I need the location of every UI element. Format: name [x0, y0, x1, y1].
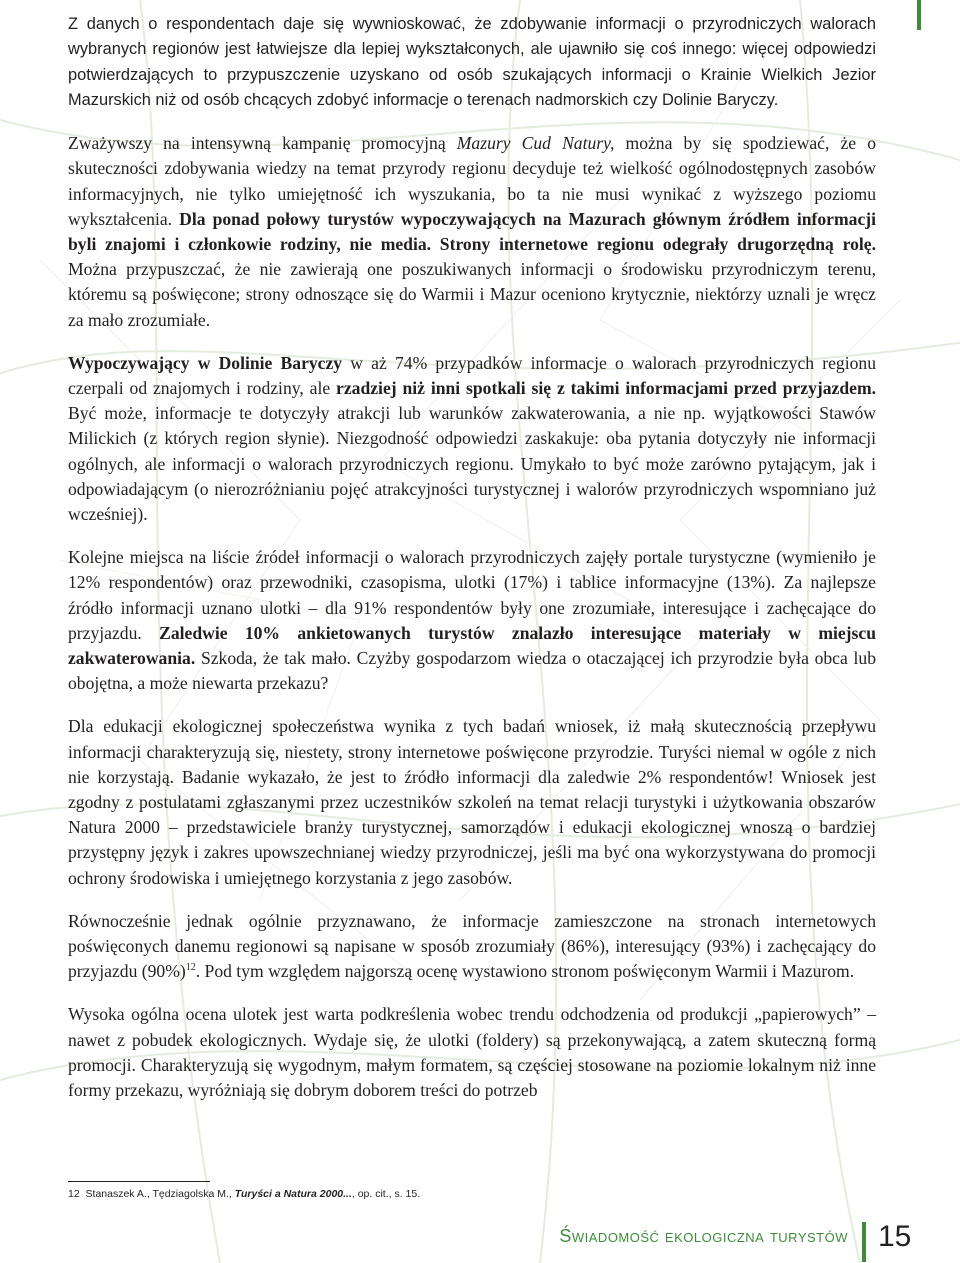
paragraph-1-text: Z danych o respondentach daje się wywnioskować, że zdobywanie informacji o przyrodniczych walorach wybranych regionów jest łatwiejsze dla lepiej wykształconych, ale ujawniło się coś innego: więcej odpowiedzi potwierdzających to przypuszczenie uzyskano od osób szukających informacji o Krainie Wielkich Jezior Mazurskich niż od osób chcących zdobyć informacje o terenach nadmorskich czy Dolinie Baryczy. [68, 15, 876, 109]
paragraph-2-text-c: Można przypuszczać, że nie zawierają one poszukiwanych informacji o środowisku przyrodniczym terenu, któremu są poświęcone; strony odnoszące się do Warmii i Mazur oceniono krytycznie, niektórzy uznali je wręcz za mało zrozumiałe. [68, 259, 876, 330]
body-text [68, 12, 876, 1121]
paragraph-4-bold: Zaledwie 10% ankietowanych turystów znalazło interesujące materiały w miejscu zakwaterowania. [68, 622, 876, 669]
paragraph-6 [68, 909, 876, 985]
paragraph-4-text-a: Kolejne miejsca na liście źródeł informacji o walorach przyrodniczych zajęły portale turystyczne (wymieniło je 12% respondentów) oraz przewodniki, czasopisma, ulotki (17%) i tablice informacyjne (13%). Za najlepsze źródło informacji uznano ulotki – dla 91% respondentów były one zrozumiałe, interesujące i zachęcające do przyjazdu. [68, 547, 876, 643]
paragraph-4 [68, 545, 876, 696]
paragraph-7-text: Wysoka ogólna ocena ulotek jest warta podkreślenia wobec trendu odchodzenia od produkcji „papierowych” – nawet z pobudek ekologicznych. Wydaje się, że ulotki (foldery) są przekonywającą, a zatem skuteczną formą promocji. Charakteryzują się wygodnym, małym formatem, są częściej stosowane na poziomie lokalnym niż inne formy przekazu, wyróżniają się dobrym doborem treści do potrzeb [68, 1004, 876, 1101]
paragraph-1 [68, 12, 876, 113]
footnote-reference: 12 [185, 962, 196, 974]
paragraph-3-text-a: w aż 74% przypadków informacje o walorach przyrodniczych regionu czerpali od znajomych i rodziny, ale [68, 352, 876, 399]
footer-accent-bar [862, 1222, 866, 1262]
paragraph-6-text-b: . Pod tym względem najgorszą ocenę wystawiono stronom poświęconym Warmii i Mazurom. [195, 961, 855, 982]
footnote [68, 1187, 668, 1201]
paragraph-2 [68, 131, 876, 333]
paragraph-5 [68, 714, 876, 890]
paragraph-6-text-a: Równocześnie jednak ogólnie przyznawano, że informacje zamieszczone na stronach internetowych poświęconych danemu regionowi są napisane w sposób zrozumiały (86%), interesujący (93%) i zachęcający do przyjazdu (90%) [68, 910, 876, 982]
top-accent-bar [917, 0, 921, 30]
footnote-rest: , op. cit., s. 15. [351, 1188, 421, 1200]
footnote-number: 12 [68, 1188, 80, 1200]
paragraph-4-text-b: Szkoda, że tak mało. Czyżby gospodarzom wiedza o otaczającej ich przyrodzie była obca lub obojętna, a może niewarta przekazu? [68, 648, 876, 694]
paragraph-3-text-b: Być może, informacje te dotyczyły atrakcji lub warunków zakwaterowania, a nie np. wyjątkowości Stawów Milickich (z których region słynie). Niezgodność odpowiedzi zaskakuje: oba pytania dotyczyły nie informacji ogólnych, ale informacji o walorach przyrodniczych regionu. Umykało to być może zarówno pytającym, jak i odpowiadającym (o nierozróżnianiu pojęć atrakcyjności turystycznej i walorów przyrodniczych wspomniano już wcześniej). [68, 403, 876, 525]
footnote-authors: Stanaszek A., Tędziagolska M., [85, 1188, 235, 1200]
campaign-name: Mazury Cud Natury, [456, 133, 615, 154]
paragraph-2-text-b: można by się spodziewać, że o skuteczności zdobywania wiedzy na temat przyrody regionu decyduje też wielkość ogólnodostępnych zasobów informacyjnych, nie tylko umiejętność ich wyszukania, bo ta nie musi wynikać z wyższego poziomu wykształcenia. [68, 133, 876, 229]
page-number: 15 [878, 1220, 912, 1253]
footnote-title: Turyści a Natura 2000... [234, 1188, 352, 1200]
footnote-divider [68, 1181, 210, 1182]
paragraph-3-bold-2: rzadziej niż inni spotkali się z takimi informacjami przed przyjazdem. [336, 378, 877, 399]
paragraph-7 [68, 1002, 876, 1103]
running-footer-title: Świadomość ekologiczna turystów [559, 1226, 848, 1246]
paragraph-5-text: Dla edukacji ekologicznej społeczeństwa wynika z tych badań wniosek, iż małą skutecznością przepływu informacji charakteryzują się, niestety, strony internetowe poświęcone przyrodzie. Turyści niemal w ogóle z nich nie korzystają. Badanie wykazało, że jest to źródło informacji dla zaledwie 2% respondentów! Wniosek jest zgodny z postulatami zgłaszanymi przez uczestników szkoleń na temat relacji turystyki i użytkowania obszarów Natura 2000 – przedstawiciele branży turystycznej, samorządów i edukacji ekologicznej wnoszą o bardziej przystępny język i zakres upowszechnianej wiedzy przyrodniczej, jeśli ma być ona wykorzystywana do promocji ochrony środowiska i umiejętnego korzystania z jego zasobów. [68, 716, 876, 888]
paragraph-3-bold-1: Wypoczywający w Dolinie Baryczy [68, 352, 343, 373]
paragraph-3 [68, 351, 876, 527]
paragraph-2-bold: Dla ponad połowy turystów wypoczywających na Mazurach głównym źródłem informacji byli znajomi i członkowie rodziny, nie media. Strony internetowe regionu odegrały drugorzędną rolę. [68, 208, 876, 254]
paragraph-2-text-a: Zważywszy na intensywną kampanię promocyjną [68, 133, 457, 154]
